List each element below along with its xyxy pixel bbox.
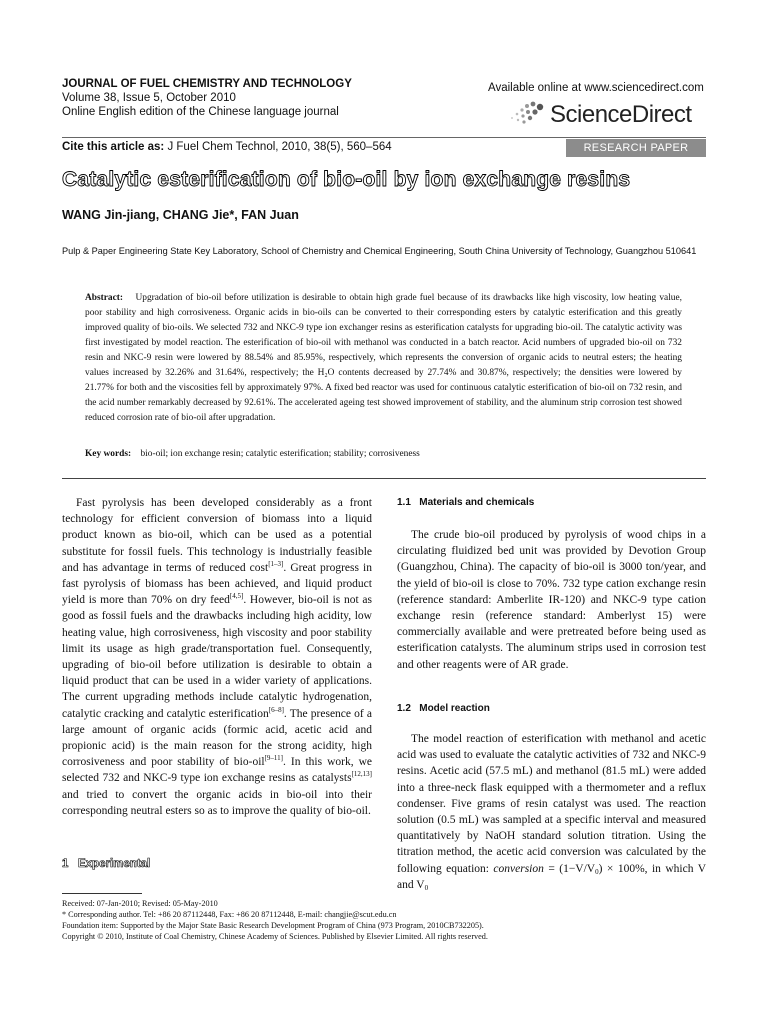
intro-text-3: . However, bio-oil is not as good as fossil fuels and the drawbacks including high acidity, low heating value, high corrosiveness, high viscosity and poor stability limit its usage as high grade/transportation fuel. Consequently, upgrading of bio-oil before utilization is desirable to obtain a liquid product that can be used in a wider variety of applications. The current upgrading methods include catalytic hydrogenation, catalytic cracking and catalytic esterification [62, 594, 372, 720]
citation [62, 141, 392, 153]
ref-2: [4,5] [229, 592, 244, 601]
keywords-text: bio-oil; ion exchange resin; catalytic esterification; stability; corrosiveness [140, 449, 420, 459]
journal-edition: Online English edition of the Chinese language journal [62, 106, 339, 118]
materials-text [397, 527, 706, 673]
intro-text-1: Fast pyrolysis has been developed considerably as a front technology for efficient conversion of biomass into a liquid product known as bio-oil, which can be used as a potential substitute for fossil fuels. This technology is industrially feasible and has advantage in terms of reduced cost [62, 497, 372, 574]
section-heading-materials: 1.1 Materials and chemicals [397, 497, 535, 508]
model-reaction-text [397, 731, 706, 893]
equation-end: ) × 100%, in which V and V [397, 862, 707, 891]
sciencedirect-dots-icon [504, 98, 548, 132]
ref-4: [9–11] [264, 754, 283, 763]
section-heading-model-reaction: 1.2 Model reaction [397, 703, 490, 714]
introduction-paragraph [62, 495, 372, 819]
sciencedirect-wordmark: ScienceDirect [550, 101, 692, 128]
article-title: Catalytic esterification of bio-oil by ion exchange resins [62, 168, 631, 191]
footnotes [62, 898, 706, 942]
journal-volume: Volume 38, Issue 5, October 2010 [62, 92, 236, 104]
header-rule [62, 137, 706, 138]
ref-3: [6–8] [268, 705, 284, 714]
abstract-rule [62, 478, 706, 479]
abstract-text: Upgradation of bio-oil before utilization is desirable to obtain high grade fuel because of its drawbacks like high viscosity, low heating value, poor stability and high corrosiveness. Organic acids in bio-oils can be converted to their corresponding esters by catalytic esterification and this greatly improved quality of bio-oils. We selected 732 and NKC-9 type ion exchanger resins as esterification catalysts for upgrading bio-oil. The catalytic activity was first investigated by model reaction. The esterification of bio-oil with methanol was conducted in a batch reactor. Acid numbers of upgraded bio-oil on 732 resin and NKC-9 resin were lowered by 88.54% and 85.95%, respectively, which represents the conversion of organic acids to neutral esters; the heating values increased by 32.26% and 31.64%, respectively; the H₂O contents decreased by 27.74% and 30.87%, respectively; the densities were lowered by 21.77% for both and the viscosities fell by approximately 97%. A fixed bed reactor was used for continuous catalytic esterification of bio-oil on 732 resin, and the acid number remarkably decreased by 92.61%. The accelerated ageing test showed improvement of stability, and the aluminum strip corrosion test showed reduced corrosion rate of bio-oil after upgradation. [85, 293, 682, 423]
cite-label: Cite this article as: [62, 141, 165, 153]
cite-text: J Fuel Chem Technol, 2010, 38(5), 560–564 [164, 141, 392, 153]
abstract-label: Abstract: [85, 293, 124, 303]
introduction-column [62, 495, 372, 819]
authors: WANG Jin-jiang, CHANG Jie*, FAN Juan [62, 208, 299, 222]
equation-term: conversion [493, 862, 544, 875]
footnote-rule [62, 893, 142, 894]
model-text: The model reaction of esterification with methanol and acetic acid was used to evaluate the catalytic activities of 732 and NKC-9 resins. Acetic acid (57.5 mL) and methanol (81.5 mL) were added into a three-neck flask equipped with a thermometer and a reflux condenser. Five grams of resin catalyst was used. The reaction solution (0.5 mL) was sampled at a specific interval and measured quantitatively by NaOH standard solution titration. Using the titration method, the acetic acid conversion was calculated by the following equation: [397, 733, 706, 875]
foundation-item: Foundation item: Supported by the Major State Basic Research Development Program of China (973 Program, 2010CB732205). [62, 921, 484, 930]
keywords-label: Key words: [85, 449, 132, 459]
copyright: Copyright © 2010, Institute of Coal Chemistry, Chinese Academy of Sciences. Published by Elsevier Limited. All rights reserved. [62, 932, 488, 941]
affiliation: Pulp & Paper Engineering State Key Laboratory, School of Chemistry and Chemical Engineering, South China University of Technology, Guangzhou 510641 [62, 246, 697, 256]
intro-text-4: . The presence of a large amount of organic acids (formic acid, acetic acid and propionic acid) is the main reason for the strong acidity, high corrosiveness and poor stability of bio-oil [62, 707, 372, 769]
available-online: Available online at www.sciencedirect.com [488, 82, 704, 94]
sciencedirect-logo [504, 98, 704, 132]
section-heading-experimental: 1 Experimental [62, 858, 151, 870]
intro-text-5: . In this work, we selected 732 and NKC-9 type ion exchange resins as catalysts [62, 756, 372, 785]
research-paper-badge: RESEARCH PAPER [566, 139, 706, 157]
model-reaction-paragraph [397, 731, 706, 893]
intro-text-2: . Great progress in fast pyrolysis of biomass has been achieved, and liquid product yield is more than 70% on dry feed [62, 561, 372, 607]
received-dates: Received: 07-Jan-2010; Revised: 05-May-2010 [62, 899, 218, 908]
materials-paragraph: The crude bio-oil produced by pyrolysis of wood chips in a circulating fluidized bed unit was provided by Devotion Group (Guangzhou, China). The capacity of bio-oil is 3000 ton/year, and the yield of bio-oil is close to 70%. 732 type cation exchange resin (reference standard: Amberlite IR-120) and NKC-9 type cation exchange resin (reference standard: Amberlyst 15) were commercially available and were pretreated before being used as esterification catalysts. The aluminum strips used in corrosion test and other reagents were of AR grade. [397, 529, 706, 671]
keywords [85, 449, 682, 459]
intro-text-6: and tried to convert the organic acids in bio-oil into their corresponding neutral esters so as to improve the quality of bio-oil. [62, 788, 372, 817]
equation-subscript: 0 [595, 867, 599, 876]
abstract [85, 291, 682, 426]
equation-subscript-2: 0 [424, 883, 429, 892]
ref-5: [12,13] [351, 770, 372, 779]
journal-name: JOURNAL OF FUEL CHEMISTRY AND TECHNOLOGY [62, 78, 352, 90]
equation-part: = (1−V/V [543, 862, 596, 875]
corresponding-author: * Corresponding author. Tel: +86 20 87112448, Fax: +86 20 87112448, E-mail: changjie@scut.edu.cn [62, 910, 397, 919]
ref-1: [1–3] [268, 559, 284, 568]
